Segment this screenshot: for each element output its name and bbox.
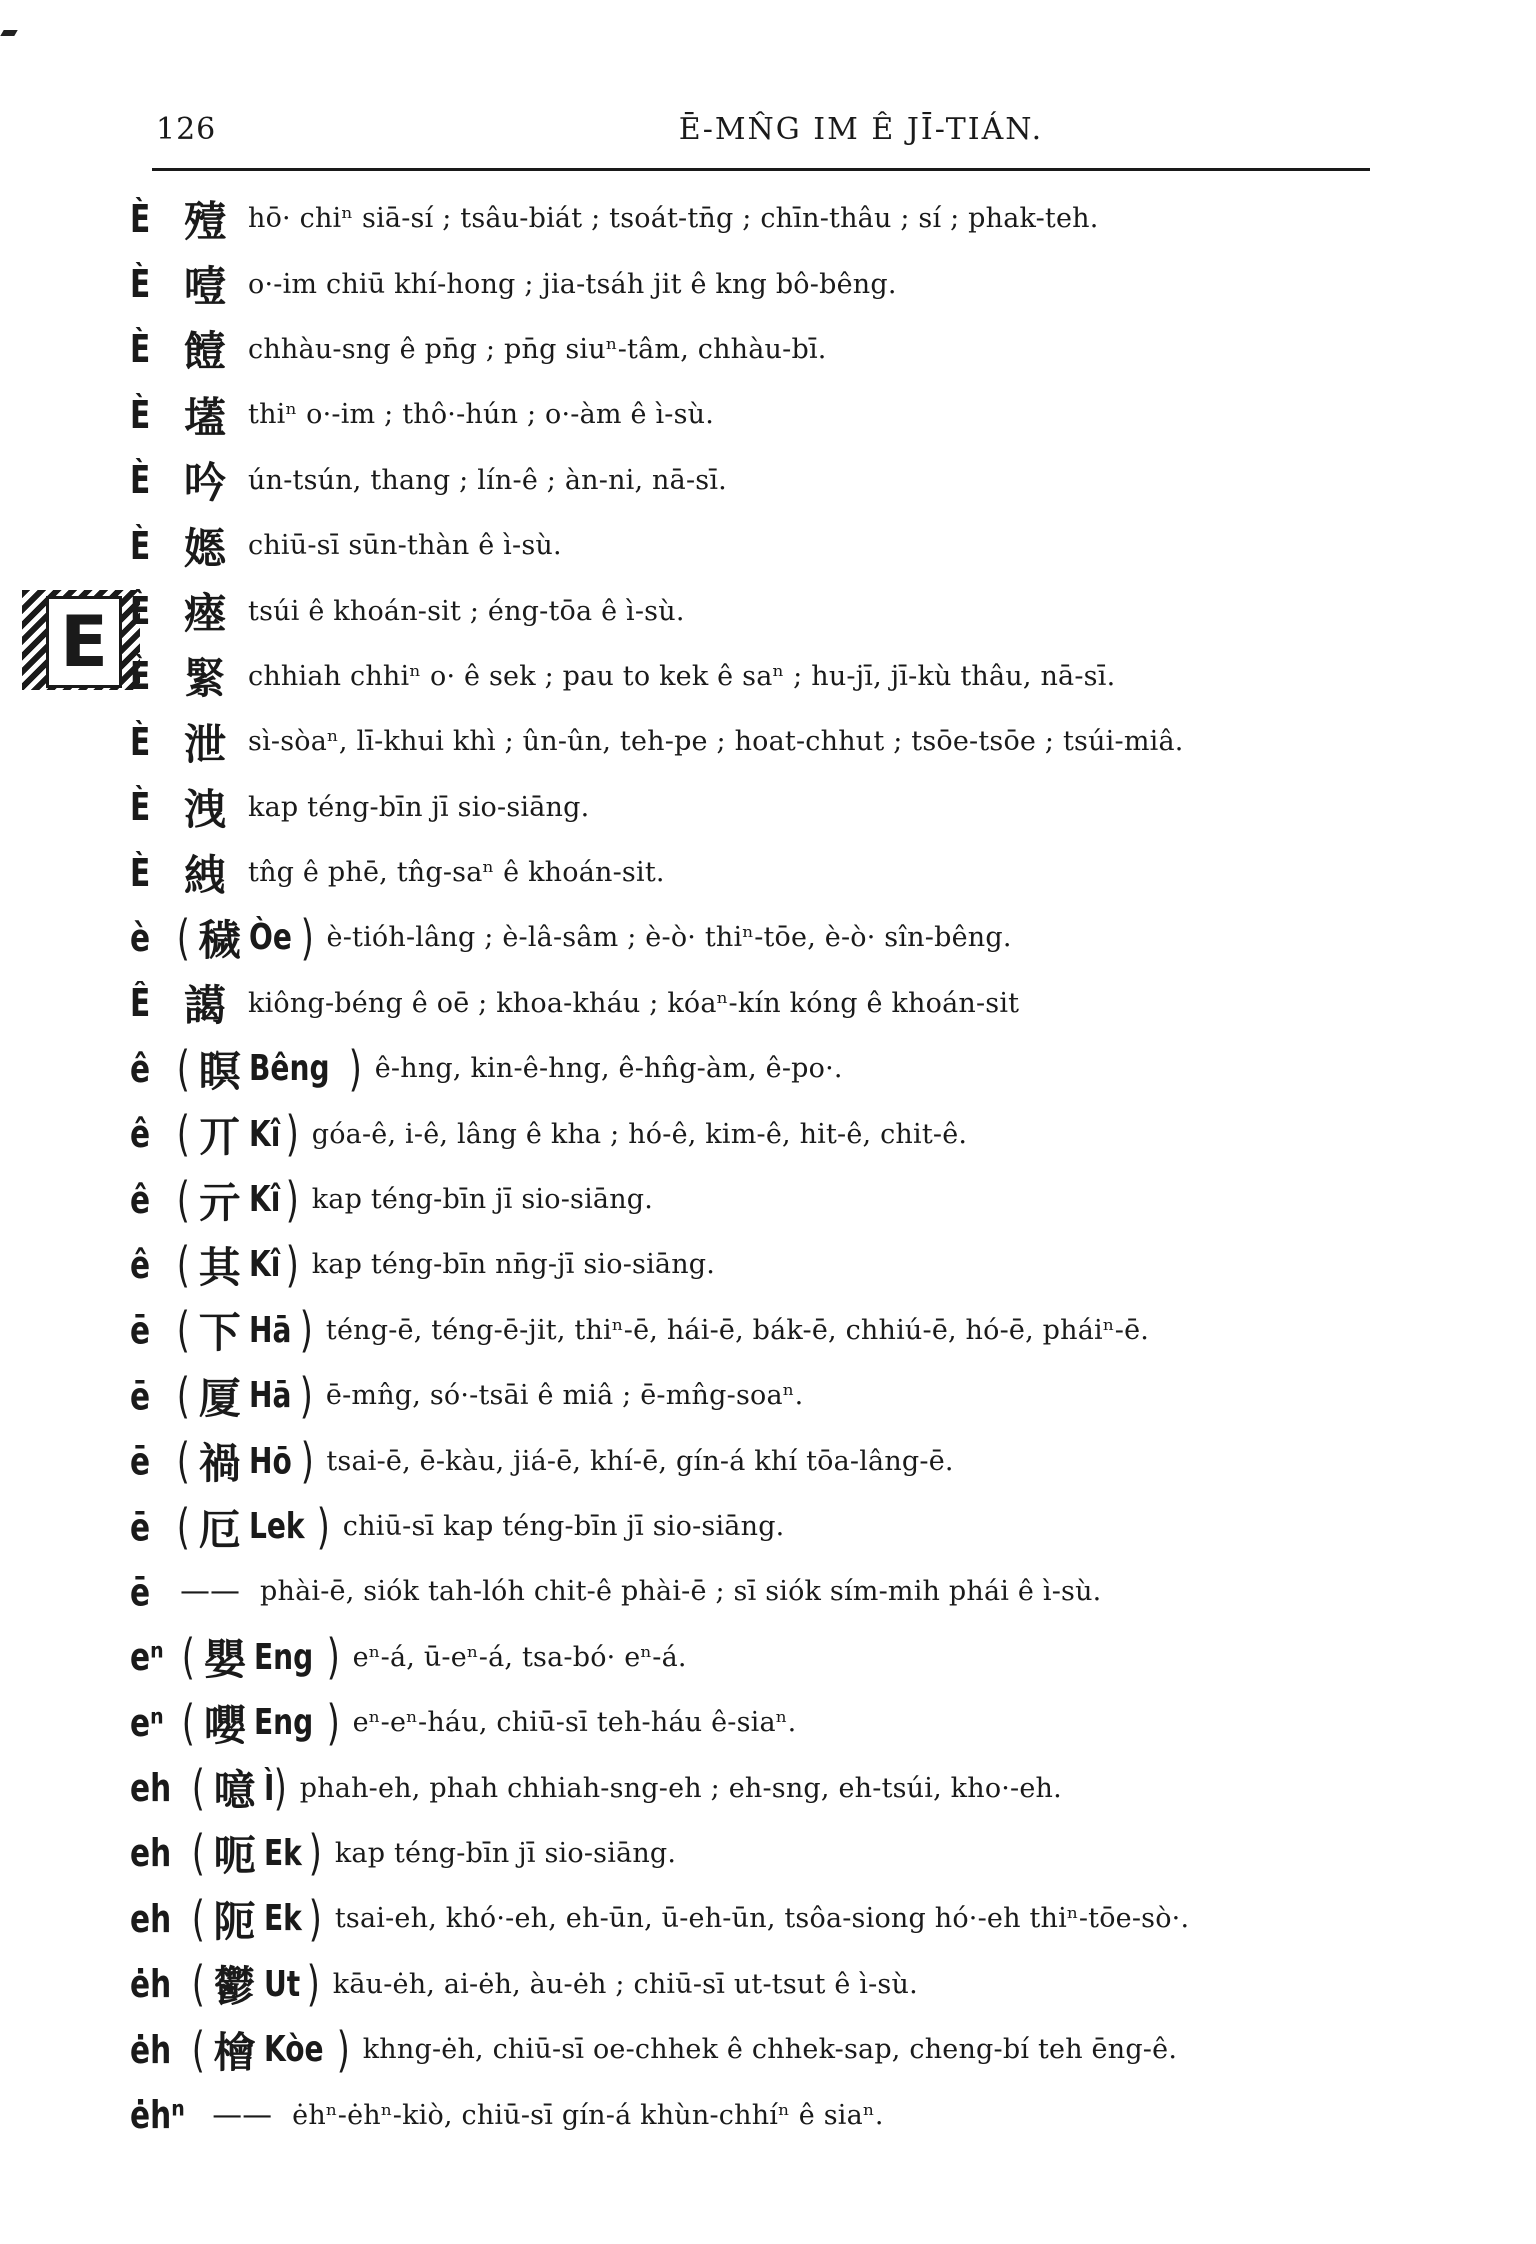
open-paren: ( bbox=[191, 1890, 205, 1947]
entry-character-group bbox=[174, 1366, 316, 1426]
dictionary-entry bbox=[130, 1494, 1370, 1559]
open-paren: ( bbox=[191, 2021, 205, 2078]
entry-reading: Lek bbox=[248, 1506, 305, 1547]
dictionary-entry bbox=[130, 1298, 1370, 1363]
entry-character: 吟 bbox=[184, 458, 227, 508]
open-paren: ( bbox=[181, 1629, 196, 1686]
entry-character: 厄 bbox=[198, 1504, 241, 1554]
close-paren: ) bbox=[306, 1956, 320, 2013]
entry-definition: tsai-ē, ē-kàu, jiá-ē, khí-ē, gín-á khí tōa-lâng-ē. bbox=[326, 1445, 954, 1477]
entry-headword: eⁿ bbox=[130, 1700, 164, 1745]
entry-headword: È bbox=[130, 392, 151, 437]
entry-headword: È bbox=[130, 719, 151, 764]
entry-character: 厦 bbox=[198, 1373, 241, 1423]
entry-reading: Ek bbox=[263, 1898, 302, 1940]
entry-definition: kāu-ėh, ai-ėh, àu-ėh ; chiū-sī ut-tsut ê ì-sù. bbox=[332, 1968, 918, 2000]
entry-definition: ê-hng, kin-ê-hng, ê-hn̂g-àm, ê-po·. bbox=[374, 1053, 843, 1085]
open-paren: ( bbox=[176, 909, 190, 966]
entry-headword: eh bbox=[130, 1831, 172, 1876]
close-paren: ) bbox=[300, 909, 314, 966]
entry-definition: kap téng-bīn jī sio-siāng. bbox=[334, 1837, 677, 1869]
entry-character: 嫕 bbox=[184, 523, 227, 573]
thumb-index-tab bbox=[22, 590, 140, 690]
open-paren: ( bbox=[176, 1040, 190, 1097]
dictionary-entry bbox=[130, 1821, 1370, 1886]
entry-headword: È bbox=[130, 458, 151, 503]
dictionary-entry bbox=[130, 448, 1370, 513]
dictionary-entry bbox=[130, 905, 1370, 970]
dictionary-entry bbox=[130, 1167, 1370, 1232]
entry-definition: góa-ê, i-ê, lâng ê kha ; hó-ê, kim-ê, hit-ê, chit-ê. bbox=[311, 1118, 968, 1150]
close-paren: ) bbox=[336, 2021, 350, 2078]
entry-character: 泄 bbox=[184, 719, 227, 769]
entry-definition: tsai-eh, khó·-eh, eh-ūn, ū-eh-ūn, tsôa-siong hó·-eh thiⁿ-tōe-sò·. bbox=[334, 1903, 1190, 1935]
entry-character: 其 bbox=[198, 1242, 241, 1292]
dictionary-entry bbox=[130, 1625, 1370, 1690]
page-number: 126 bbox=[156, 112, 217, 147]
entry-character: 鬱 bbox=[213, 1962, 256, 2012]
dictionary-entry bbox=[130, 513, 1370, 578]
entry-character-group bbox=[189, 1758, 290, 1818]
dictionary-entry bbox=[130, 1886, 1370, 1951]
entry-headword: ėh bbox=[130, 1962, 172, 2007]
entry-headword: È bbox=[130, 850, 151, 895]
entry-reading: Ut bbox=[263, 1963, 300, 2005]
dictionary-entry bbox=[130, 1952, 1370, 2017]
close-paren: ) bbox=[326, 1694, 340, 1751]
entry-reading: Hō bbox=[248, 1440, 292, 1482]
close-paren: ) bbox=[285, 1171, 299, 1228]
entry-headword: Ê bbox=[130, 981, 151, 1026]
entry-character: 噎 bbox=[184, 262, 227, 312]
dictionary-entry bbox=[130, 317, 1370, 382]
entry-definition: tn̂g ê phē, tn̂g-saⁿ ê khoán-sit. bbox=[248, 857, 665, 889]
entry-definition: kap téng-bīn nn̄g-jī sio-siāng. bbox=[311, 1249, 716, 1281]
entry-reading: Ì bbox=[263, 1767, 275, 1809]
entry-reading: Kî bbox=[248, 1244, 281, 1286]
close-paren: ) bbox=[273, 1760, 287, 1817]
entry-reading: Kî bbox=[248, 1113, 281, 1155]
entry-character: 瘞 bbox=[184, 589, 227, 639]
entry-reading: Eng bbox=[253, 1702, 314, 1744]
entry-definition: phài-ē, siók tah-lóh chit-ê phài-ē ; sī siók sím-mih phái ê ì-sù. bbox=[260, 1576, 1102, 1608]
entry-headword: È bbox=[130, 785, 151, 830]
entry-definition: eⁿ-á, ū-eⁿ-á, tsa-bó· eⁿ-á. bbox=[352, 1641, 687, 1673]
open-paren: ( bbox=[191, 1760, 205, 1817]
dictionary-entry bbox=[130, 840, 1370, 905]
entry-character: 瞑 bbox=[198, 1046, 241, 1096]
entry-character-group bbox=[174, 1497, 333, 1557]
entry-headword: ê bbox=[130, 1242, 151, 1287]
entry-definition: sì-sòaⁿ, lī-khui khì ; ûn-ûn, teh-pe ; hoat-chhut ; tsōe-tsōe ; tsúi-miâ. bbox=[248, 726, 1184, 758]
entry-character-group bbox=[174, 1235, 302, 1295]
entry-character-group bbox=[174, 1300, 316, 1360]
dictionary-entry bbox=[130, 1559, 1370, 1624]
running-title: Ē-MN̂G IM Ê JĪ-TIÁN. bbox=[678, 112, 1044, 147]
header-rule bbox=[152, 168, 1370, 171]
entry-definition: ún-tsún, thang ; lín-ê ; àn-ni, nā-sī. bbox=[248, 464, 727, 496]
dictionary-entry bbox=[130, 644, 1370, 709]
entry-definition: eⁿ-eⁿ-háu, chiū-sī teh-háu ê-siaⁿ. bbox=[352, 1707, 797, 1739]
dictionary-entry bbox=[130, 1036, 1370, 1101]
dictionary-entry bbox=[130, 1232, 1370, 1297]
entry-character: 嚶 bbox=[203, 1700, 246, 1750]
dictionary-entry bbox=[130, 1428, 1370, 1493]
open-paren: ( bbox=[176, 1236, 190, 1293]
entry-definition: chhàu-sng ê pn̄g ; pn̄g siuⁿ-tâm, chhàu-bī. bbox=[248, 333, 827, 365]
entry-reading: Hā bbox=[248, 1309, 292, 1351]
entry-definition: téng-ē, téng-ē-jit, thiⁿ-ē, hái-ē, bák-ē, chhiú-ē, hó-ē, pháiⁿ-ē. bbox=[325, 1314, 1150, 1346]
close-paren: ) bbox=[348, 1040, 362, 1097]
entry-headword: È bbox=[130, 262, 151, 307]
entry-headword: è bbox=[130, 915, 151, 960]
entry-character: 洩 bbox=[184, 785, 227, 835]
entry-reading: Kòe bbox=[263, 2029, 324, 2071]
dictionary-entry bbox=[130, 578, 1370, 643]
entry-character: 穢 bbox=[198, 915, 241, 965]
entry-reading: Òe bbox=[248, 917, 292, 959]
entry-definition: kap téng-bīn jī sio-siāng. bbox=[248, 791, 590, 823]
dictionary-entry bbox=[130, 2082, 1370, 2147]
entry-definition: chiū-sī kap téng-bīn jī sio-siāng. bbox=[342, 1511, 785, 1542]
open-paren: ( bbox=[176, 1302, 190, 1359]
entry-character-group bbox=[189, 1954, 323, 2014]
entry-definition: chiū-sī sūn-thàn ê ì-sù. bbox=[248, 530, 562, 562]
close-paren: ) bbox=[326, 1629, 340, 1686]
entry-character-group bbox=[174, 1104, 302, 1164]
entry-character-group bbox=[189, 1823, 325, 1883]
entry-character: 噫 bbox=[213, 1766, 256, 1816]
entry-character: 呃 bbox=[213, 1831, 256, 1881]
open-paren: ( bbox=[176, 1498, 190, 1555]
entry-headword: È bbox=[130, 654, 151, 699]
entry-character-group bbox=[189, 1889, 325, 1949]
entry-headword: eh bbox=[130, 1896, 172, 1941]
entry-headword: È bbox=[130, 196, 151, 241]
entry-headword: ê bbox=[130, 1177, 151, 1222]
page-header bbox=[152, 112, 1370, 164]
close-paren: ) bbox=[308, 1890, 323, 1947]
entry-definition: khng-ėh, chiū-sī oe-chhek ê chhek-sap, cheng-bí teh ēng-ê. bbox=[362, 2034, 1178, 2066]
open-paren: ( bbox=[191, 1956, 205, 2013]
open-paren: ( bbox=[176, 1106, 190, 1163]
entry-definition: ėhⁿ-ėhⁿ-kiò, chiū-sī gín-á khùn-chhíⁿ ê siaⁿ. bbox=[292, 2099, 884, 2131]
close-paren: ) bbox=[285, 1236, 299, 1293]
entry-character: 亓 bbox=[198, 1177, 241, 1227]
entry-character-group bbox=[174, 1039, 365, 1099]
entry-definition: tsúi ê khoán-sit ; éng-tōa ê ì-sù. bbox=[248, 595, 685, 627]
entry-headword: È bbox=[130, 523, 151, 568]
entry-headword: ē bbox=[130, 1504, 151, 1549]
entry-character-group bbox=[174, 1170, 302, 1230]
dictionary-entry bbox=[130, 971, 1370, 1036]
entry-character: 絏 bbox=[184, 850, 227, 900]
entry-character: 譪 bbox=[184, 981, 227, 1031]
entry-character-group bbox=[179, 1627, 342, 1687]
entry-headword: eⁿ bbox=[130, 1635, 164, 1680]
entry-character: 緊 bbox=[184, 654, 227, 704]
open-paren: ( bbox=[176, 1367, 190, 1424]
entry-headword: ē bbox=[130, 1439, 151, 1484]
entry-headword: È bbox=[130, 327, 151, 372]
entry-dash: —— bbox=[180, 1574, 240, 1610]
entry-character: 禍 bbox=[198, 1439, 241, 1489]
entry-dash: —— bbox=[212, 2097, 273, 2133]
entry-character-group bbox=[179, 1693, 342, 1753]
dictionary-entry bbox=[130, 186, 1370, 251]
thumb-index-letter: E bbox=[46, 596, 122, 688]
entry-headword: eh bbox=[130, 1766, 172, 1811]
dictionary-entry bbox=[130, 709, 1370, 774]
entry-headword: ê bbox=[130, 1112, 151, 1157]
entry-definition: kap téng-bīn jī sio-siāng. bbox=[311, 1184, 654, 1216]
open-paren: ( bbox=[176, 1171, 190, 1228]
dictionary-entry bbox=[130, 775, 1370, 840]
entry-definition: chhiah chhiⁿ o· ê sek ; pau to kek ê saⁿ ; hu-jī, jī-kù thâu, nā-sī. bbox=[248, 660, 1116, 692]
entry-character: 嬰 bbox=[203, 1635, 246, 1685]
entry-headword: ē bbox=[130, 1308, 151, 1353]
entry-character: 丌 bbox=[198, 1112, 241, 1162]
entry-headword: ê bbox=[130, 1046, 151, 1091]
entry-character-group bbox=[189, 2020, 353, 2080]
entry-headword: È bbox=[130, 589, 151, 634]
entry-reading: Bêng bbox=[248, 1048, 330, 1090]
open-paren: ( bbox=[191, 1825, 205, 1882]
open-paren: ( bbox=[176, 1433, 190, 1490]
entry-character: 饐 bbox=[184, 327, 227, 377]
dictionary-entry bbox=[130, 1690, 1370, 1755]
dictionary-entry bbox=[130, 1755, 1370, 1820]
entry-reading: Ek bbox=[263, 1832, 302, 1874]
entry-reading: Eng bbox=[253, 1636, 314, 1678]
entry-character: 殪 bbox=[184, 196, 227, 246]
close-paren: ) bbox=[299, 1367, 314, 1424]
entry-character: 下 bbox=[198, 1308, 241, 1358]
entry-definition: phah-eh, phah chhiah-sng-eh ; eh-sng, eh-tsúi, kho·-eh. bbox=[299, 1772, 1062, 1804]
dictionary-entry bbox=[130, 2017, 1370, 2082]
close-paren: ) bbox=[316, 1498, 330, 1555]
entry-reading: Hā bbox=[248, 1375, 292, 1417]
entry-definition: kiông-béng ê oē ; khoa-kháu ; kóaⁿ-kín kóng ê khoán-sit bbox=[248, 987, 1020, 1019]
entry-definition: è-tióh-lâng ; è-lâ-sâm ; è-ò· thiⁿ-tōe, è-ò· sîn-bêng. bbox=[326, 922, 1012, 954]
dictionary-entry bbox=[130, 382, 1370, 447]
dictionary-entry bbox=[130, 1363, 1370, 1428]
entry-character: 壒 bbox=[184, 392, 227, 442]
entry-definition: ē-mn̂g, só·-tsāi ê miâ ; ē-mn̂g-soaⁿ. bbox=[325, 1380, 804, 1412]
close-paren: ) bbox=[308, 1825, 323, 1882]
dictionary-entries bbox=[130, 186, 1370, 2148]
dictionary-entry bbox=[130, 1101, 1370, 1166]
entry-character-group bbox=[174, 908, 317, 968]
dictionary-entry bbox=[130, 251, 1370, 316]
entry-character-group bbox=[174, 1431, 316, 1491]
entry-headword: ē bbox=[130, 1373, 151, 1418]
entry-definition: thiⁿ o·-im ; thô·-hún ; o·-àm ê ì-sù. bbox=[248, 399, 715, 431]
entry-character: 檜 bbox=[213, 2027, 256, 2077]
entry-headword: ē bbox=[130, 1569, 151, 1614]
close-paren: ) bbox=[285, 1106, 299, 1163]
entry-definition: hō· chiⁿ siā-sí ; tsâu-biát ; tsoát-tn̄g ; chīn-thâu ; sí ; phak-teh. bbox=[248, 203, 1099, 235]
entry-definition: o·-im chiū khí-hong ; jia-tsáh jit ê kng bô-bêng. bbox=[248, 268, 897, 300]
close-paren: ) bbox=[299, 1302, 314, 1359]
entry-reading: Kî bbox=[248, 1179, 281, 1221]
close-paren: ) bbox=[300, 1433, 314, 1490]
entry-character: 阨 bbox=[213, 1896, 256, 1946]
corner-mark bbox=[0, 30, 17, 36]
entry-headword: ėhⁿ bbox=[130, 2093, 185, 2138]
entry-headword: ėh bbox=[130, 2027, 172, 2072]
open-paren: ( bbox=[181, 1694, 196, 1751]
